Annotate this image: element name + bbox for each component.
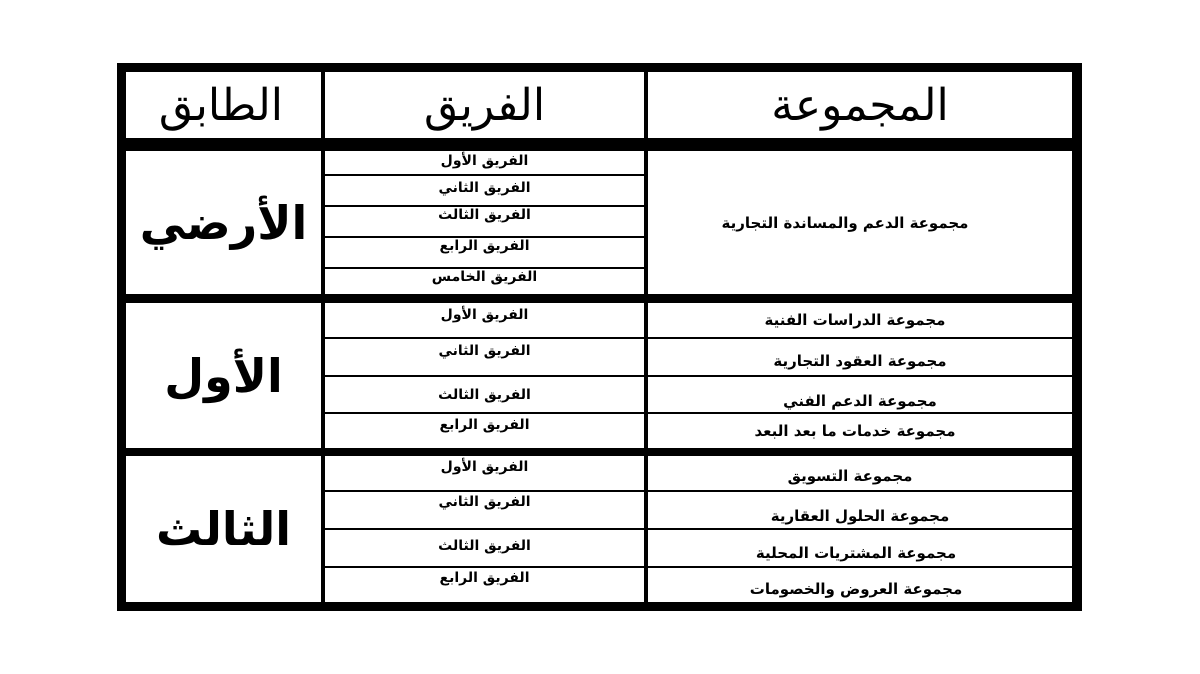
- group-cell: مجموعة العروض والخصومات: [648, 568, 1072, 602]
- floor-first: الأول: [126, 303, 321, 448]
- team-cell: الفريق الثالث: [325, 207, 644, 236]
- team-cell: الفريق الرابع: [325, 238, 644, 267]
- group-cell: مجموعة المشتريات المحلية: [648, 530, 1072, 566]
- team-cell: الفريق الأول: [325, 456, 644, 490]
- group-cell: مجموعة التسويق: [648, 456, 1072, 490]
- team-cell: الفريق الأول: [325, 303, 644, 337]
- team-cell: الفريق الثالث: [325, 377, 644, 412]
- group-cell: مجموعة الدراسات الفنية: [648, 303, 1072, 337]
- header-team: الفريق: [325, 72, 644, 138]
- floor-ground: الأرضي: [126, 151, 321, 294]
- group-cell: مجموعة خدمات ما بعد البعد: [648, 414, 1072, 448]
- header-floor: الطابق: [126, 72, 321, 138]
- group-cell: مجموعة الحلول العقارية: [648, 492, 1072, 528]
- groups-table: [117, 63, 1082, 611]
- group-cell: مجموعة العقود التجارية: [648, 339, 1072, 375]
- team-cell: الفريق الثاني: [325, 176, 644, 205]
- group-cell: مجموعة الدعم والمساندة التجارية: [648, 151, 1072, 294]
- group-cell: مجموعة الدعم الفني: [648, 377, 1072, 412]
- team-cell: الفريق الثالث: [325, 530, 644, 566]
- floor-third: الثالث: [126, 456, 321, 602]
- team-cell: الفريق الأول: [325, 151, 644, 174]
- team-cell: الفريق الرابع: [325, 568, 644, 602]
- team-cell: الفريق الخامس: [325, 269, 644, 294]
- team-cell: الفريق الرابع: [325, 414, 644, 448]
- team-cell: الفريق الثاني: [325, 492, 644, 528]
- team-cell: الفريق الثاني: [325, 339, 644, 375]
- header-group: المجموعة: [648, 72, 1072, 138]
